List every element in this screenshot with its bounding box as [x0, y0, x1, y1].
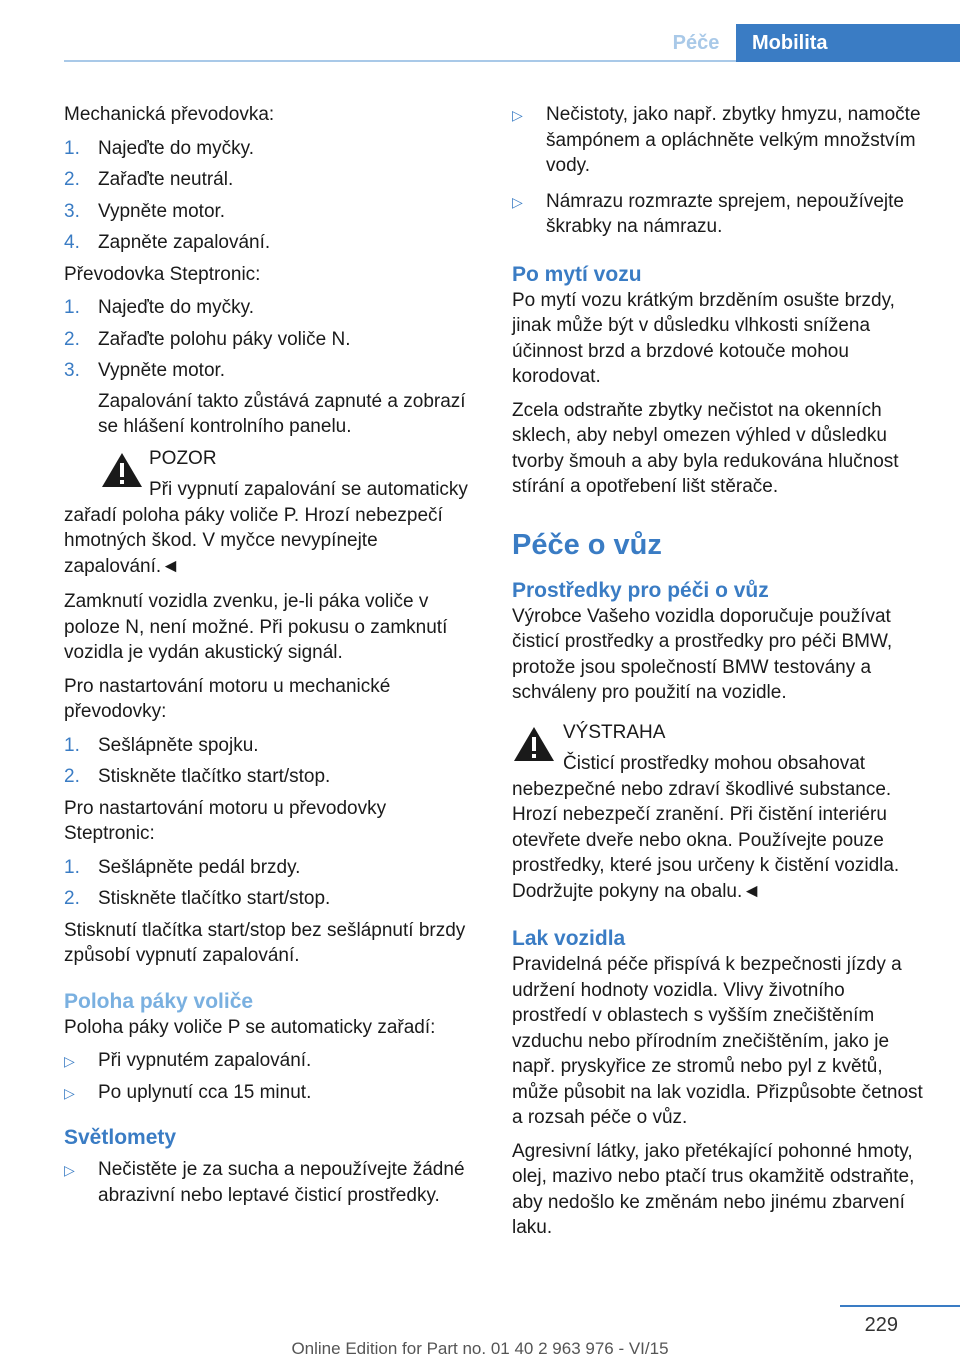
selector-heading: Poloha páky voliče [64, 989, 254, 1013]
after-wash-para1: Po mytí vozu krátkým brzděním osušte brzdy, jinak může být v důsledku vlhkosti snížena účinnost brzd a brzdové kotouče mohou korodovat. [512, 289, 895, 387]
footer-rule [840, 1305, 960, 1307]
after-wash-heading: Po mytí vozu [512, 262, 642, 286]
paint-para1: Pravidelná péče přispívá k bezpečnosti jízdy a udržení hodnoty vozidla. Vlivy životního prostředí v oblastech s vyšším znečištěním vzduchu nebo přírodním znečištěním, jako je např. pryskyřice ze stromů nebo pyl z květů, může působit na lak vozidla. Přizpůsobte četnost a rozsah péče o vůz. [512, 954, 923, 1128]
wash-bullets [512, 102, 924, 240]
list-item: 1. Sešlápněte spojku. [64, 734, 259, 756]
list-item: 2. Zařaďte neutrál. [64, 169, 234, 190]
mech-label: Mechanická převodovka: [64, 104, 275, 125]
products-paragraph: Výrobce Vašeho vozidla doporučuje používat čisticí prostředky a prostředky pro péči BMW, protože jsou společností BMW testovány a schváleny pro použití na vozidle. [512, 605, 893, 703]
headlights-heading: Světlomety [64, 1126, 177, 1149]
list-item: 2. Stiskněte tlačítko start/stop. [64, 766, 331, 787]
triangle-right-icon: ▷ [64, 1053, 75, 1069]
page-number: 229 [864, 1314, 898, 1336]
steptronic-steps [64, 295, 482, 440]
steptronic-label: Převodovka Steptronic: [64, 263, 261, 285]
warning-box [512, 720, 924, 905]
lock-paragraph: Zamknutí vozidla zvenku, je-li páka voliče v poloze N, není možné. Při pokusu o zamknutí vozidla je vydán akustický signál. [64, 591, 448, 663]
list-item: 3. Vypněte motor. [64, 200, 226, 222]
list-item: 4. Zapněte zapalování. [64, 232, 271, 253]
caution-text: Při vypnutí zapalování se automaticky zařadí poloha páky voliče P. Hrozí nebezpečí hmotných škod. V myčce nevypínejte zapalování.◄ [64, 479, 468, 577]
warning-triangle-icon [512, 724, 556, 764]
mech-steps [64, 136, 482, 256]
triangle-right-icon: ▷ [64, 1084, 75, 1101]
steptronic-note: Zapalování takto zůstává zapnuté a zobrazí se hlášení kontrolního panelu. [98, 390, 466, 437]
start-note: Stisknutí tlačítka start/stop bez sešlápnutí brzdy způsobí vypnutí zapalování. [64, 919, 466, 966]
start-steptronic-steps [64, 855, 482, 912]
list-item: 2. Zařaďte polohu páky voliče N. [64, 328, 351, 350]
paint-heading: Lak vozidla [512, 927, 626, 950]
header-tab-chapter: Mobilita [736, 24, 960, 62]
list-item: ▷ Nečistoty, jako např. zbytky hmyzu, namočte šampónem a opláchněte velkým množstvím vody. [512, 104, 921, 176]
selector-intro: Poloha páky voliče P se automaticky zařadí: [64, 1016, 436, 1038]
list-item: 3. Vypněte motor. Zapalování takto zůstává zapnuté a zobrazí se hlášení kontrolního panelu. [64, 358, 482, 440]
start-steptronic-label: Pro nastartování motoru u převodovky Steptronic: [64, 797, 387, 844]
triangle-right-icon: ▷ [64, 1162, 75, 1178]
paint-para2: Agresivní látky, jako přetékající pohonné hmoty, olej, mazivo nebo ptačí trus okamžitě odstraňte, aby nedošlo ke změnám nebo jinému zbarvení laku. [512, 1140, 915, 1238]
list-item: 2. Stiskněte tlačítko start/stop. [64, 888, 331, 909]
edition-line: Online Edition for Part no. 01 40 2 963 976 - VI/15 [291, 1339, 669, 1358]
list-item: 1. Sešlápněte pedál brzdy. [64, 856, 301, 878]
products-heading: Prostředky pro péči o vůz [512, 578, 769, 602]
after-wash-para2: Zcela odstraňte zbytky nečistot na okenních sklech, aby nebyl omezen výhled v důsledku tvorby šmouh a aby byla redukována hlučnost stírání a opotřebení lišt stěrače. [512, 399, 899, 497]
care-heading: Péče o vůz [512, 528, 662, 561]
caution-title: POZOR [149, 447, 217, 469]
triangle-right-icon: ▷ [512, 193, 523, 210]
list-item: ▷ Námrazu rozmrazte sprejem, nepoužívejte škrabky na námrazu. [512, 190, 904, 237]
start-mech-label: Pro nastartování motoru u mechanické převodovky: [64, 675, 391, 722]
left-column [64, 102, 482, 1214]
right-column [512, 102, 924, 1249]
list-item: ▷ Nečistěte je za sucha a nepoužívejte žádné abrazivní nebo leptavé čisticí prostředky. [64, 1159, 465, 1206]
list-item: ▷ Po uplynutí cca 15 minut. [64, 1080, 482, 1106]
header-tab-section: Péče [672, 31, 720, 54]
caution-box [64, 446, 482, 580]
selector-list [64, 1048, 482, 1105]
start-mech-steps [64, 733, 482, 790]
list-item: 1. Najeďte do myčky. [64, 297, 254, 318]
warning-triangle-icon [100, 450, 144, 490]
warning-title: VÝSTRAHA [563, 721, 666, 743]
warning-text: Čisticí prostředky mohou obsahovat nebezpečné nebo zdraví škodlivé substance. Hrozí nebezpečí zranění. Při čistění interiéru otevřete dveře nebo okna. Používejte pouze prostředky, které jsou určeny k čistění vozidla. Dodržujte pokyny na obalu.◄ [512, 753, 900, 902]
list-item: ▷ Při vypnutém zapalování. [64, 1048, 482, 1074]
triangle-right-icon: ▷ [512, 107, 523, 123]
list-item: 1. Najeďte do myčky. [64, 137, 254, 159]
headlights-list [64, 1157, 482, 1208]
